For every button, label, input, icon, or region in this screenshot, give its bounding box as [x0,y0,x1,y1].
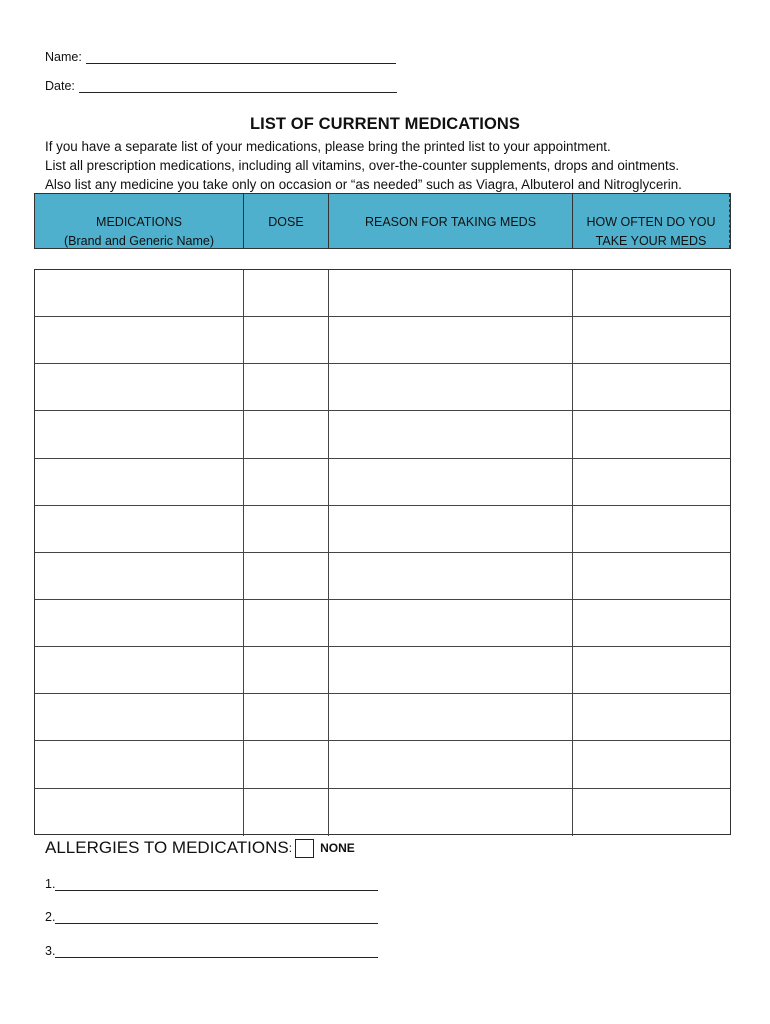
header-medications [35,194,244,248]
reason-cell[interactable] [329,506,573,552]
dose-cell[interactable] [244,694,329,740]
date-field [45,79,397,93]
table-row [35,317,730,364]
instructions [45,137,682,194]
header-frequency [573,194,730,248]
dose-cell[interactable] [244,789,329,836]
header-frequency-line2: TAKE YOUR MEDS [595,234,707,248]
medication-cell[interactable] [35,270,244,316]
allergy-number: 3. [45,944,56,958]
allergy-item [45,910,378,924]
frequency-cell[interactable] [573,741,730,787]
dose-cell[interactable] [244,647,329,693]
frequency-cell[interactable] [573,600,730,646]
date-label: Date: [45,79,75,93]
frequency-cell[interactable] [573,694,730,740]
frequency-cell[interactable] [573,789,730,836]
table-row [35,411,730,458]
frequency-cell[interactable] [573,506,730,552]
header-medications-line2: (Brand and Generic Name) [63,234,215,248]
allergy-item [45,944,378,958]
dose-cell[interactable] [244,600,329,646]
dose-cell[interactable] [244,741,329,787]
medication-cell[interactable] [35,647,244,693]
allergy-item [45,877,378,891]
reason-cell[interactable] [329,600,573,646]
date-input[interactable] [79,79,397,93]
name-field [45,50,396,64]
dose-cell[interactable] [244,459,329,505]
frequency-cell[interactable] [573,411,730,457]
none-label: NONE [320,841,355,855]
allergy-input[interactable] [55,944,378,958]
allergies-colon: : [288,841,293,855]
name-input[interactable] [86,50,396,64]
allergy-input[interactable] [55,910,378,924]
reason-cell[interactable] [329,694,573,740]
reason-cell[interactable] [329,411,573,457]
table-row [35,694,730,741]
reason-cell[interactable] [329,741,573,787]
allergy-number: 1. [45,877,56,891]
table-row [35,270,730,317]
instruction-line: Also list any medicine you take only on occasion or “as needed” such as Viagra, Albuterol and Nitroglycerin. [45,177,682,192]
header-medications-line1: MEDICATIONS [96,215,182,229]
allergies-heading: ALLERGIES TO MEDICATIONS [45,838,289,857]
medication-cell[interactable] [35,600,244,646]
header-reason-label: REASON FOR TAKING MEDS [364,215,537,229]
table-row [35,364,730,411]
name-label: Name: [45,50,82,64]
medication-cell[interactable] [35,317,244,363]
header-frequency-line1: HOW OFTEN DO YOU [586,215,716,229]
frequency-cell[interactable] [573,270,730,316]
medication-cell[interactable] [35,364,244,410]
none-checkbox[interactable] [295,839,314,858]
allergies-section [45,838,355,858]
dose-cell[interactable] [244,364,329,410]
header-dose-label: DOSE [268,215,304,229]
frequency-cell[interactable] [573,553,730,599]
reason-cell[interactable] [329,364,573,410]
reason-cell[interactable] [329,317,573,363]
reason-cell[interactable] [329,647,573,693]
instruction-line: If you have a separate list of your medications, please bring the printed list to your appointment. [45,139,611,154]
header-dose [244,194,329,248]
table-row [35,789,730,836]
medication-cell[interactable] [35,459,244,505]
page-title: LIST OF CURRENT MEDICATIONS [249,115,521,133]
frequency-cell[interactable] [573,317,730,363]
reason-cell[interactable] [329,789,573,836]
medication-cell[interactable] [35,411,244,457]
medication-table [34,269,731,835]
dose-cell[interactable] [244,553,329,599]
table-row [35,647,730,694]
dose-cell[interactable] [244,411,329,457]
dose-cell[interactable] [244,317,329,363]
dose-cell[interactable] [244,270,329,316]
table-row [35,741,730,788]
frequency-cell[interactable] [573,459,730,505]
instruction-line: List all prescription medications, including all vitamins, over-the-counter supplements, drops and ointments. [45,158,680,173]
reason-cell[interactable] [329,459,573,505]
table-row [35,459,730,506]
frequency-cell[interactable] [573,647,730,693]
allergy-input[interactable] [55,877,378,891]
table-row [35,600,730,647]
medication-cell[interactable] [35,741,244,787]
dose-cell[interactable] [244,506,329,552]
reason-cell[interactable] [329,553,573,599]
medication-cell[interactable] [35,506,244,552]
table-header [34,193,731,249]
reason-cell[interactable] [329,270,573,316]
medication-cell[interactable] [35,553,244,599]
frequency-cell[interactable] [573,364,730,410]
table-row [35,553,730,600]
medication-cell[interactable] [35,694,244,740]
medication-cell[interactable] [35,789,244,836]
header-reason [329,194,573,248]
table-row [35,506,730,553]
allergy-number: 2. [45,910,56,924]
